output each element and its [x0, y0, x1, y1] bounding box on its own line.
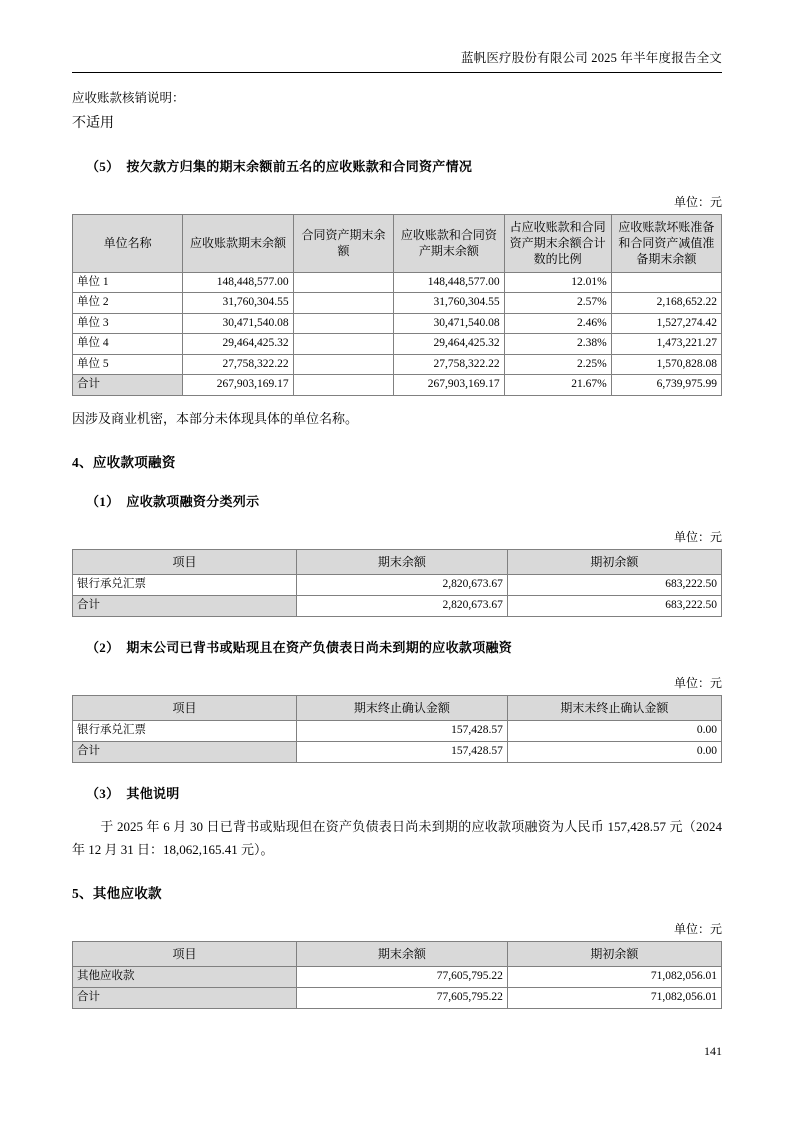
section-4-sub3-paragraph-text: 于 2025 年 6 月 30 日已背书或贴现但在资产负债表日尚未到期的应收款项融资为人民币 157,428.57 元（2024 年 12 月 31 日：18,062,165.41 元）。 [72, 819, 722, 857]
cell-unit-name: 单位 4 [73, 334, 183, 355]
ar-writeoff-value: 不适用 [72, 115, 114, 131]
cell-unit-name: 单位 3 [73, 313, 183, 334]
table-row [73, 575, 722, 596]
section-4-sub3-heading [72, 783, 722, 802]
cell-combined: 30,471,540.08 [394, 313, 504, 334]
cell-ratio: 2.25% [504, 354, 611, 375]
col-beginning-balance: 期初余额 [507, 549, 721, 574]
table-row [73, 721, 722, 742]
cell-ar-ending: 31,760,304.55 [183, 293, 293, 314]
cell-total-ending-balance: 77,605,795.22 [296, 987, 507, 1008]
cell-not-derecognized: 0.00 [507, 721, 721, 742]
section-5-title: 按欠款方归集的期末余额前五名的应收账款和合同资产情况 [126, 158, 473, 174]
cell-total-contract-asset [293, 375, 394, 396]
cell-provision: 1,527,274.42 [611, 313, 721, 334]
confidential-note: 因涉及商业机密，本部分未体现具体的单位名称。 [72, 411, 359, 427]
cell-contract-asset [293, 272, 394, 293]
cell-combined: 31,760,304.55 [394, 293, 504, 314]
endorsed-discounted-table [72, 695, 722, 763]
section-5-heading [72, 156, 722, 175]
cell-beginning-balance: 71,082,056.01 [507, 966, 721, 987]
table-header-row [73, 941, 722, 966]
table-header-row [73, 214, 722, 272]
top-five-receivables-table [72, 214, 722, 396]
col-ending-balance: 期末余额 [296, 941, 507, 966]
cell-combined: 29,464,425.32 [394, 334, 504, 355]
table-header-row [73, 549, 722, 574]
cell-contract-asset [293, 293, 394, 314]
col-derecognized-amount: 期末终止确认金额 [296, 696, 507, 721]
other-receivables-table [72, 941, 722, 1009]
cell-contract-asset [293, 334, 394, 355]
col-beginning-balance: 期初余额 [507, 941, 721, 966]
section-5b-heading: 5、其他应收款 [72, 885, 162, 901]
cell-ar-ending: 27,758,322.22 [183, 354, 293, 375]
cell-derecognized: 157,428.57 [296, 721, 507, 742]
unit-note-table3: 单位：元 [673, 676, 722, 691]
col-item: 项目 [73, 549, 297, 574]
cell-contract-asset [293, 354, 394, 375]
ar-writeoff-label: 应收账款核销说明： [72, 91, 185, 105]
unit-note-table4: 单位：元 [673, 921, 722, 936]
cell-unit-name: 单位 1 [73, 272, 183, 293]
cell-unit-name: 单位 2 [73, 293, 183, 314]
cell-total-not-derecognized: 0.00 [507, 742, 721, 763]
table-row [73, 966, 722, 987]
unit-note-table1: 单位：元 [673, 194, 722, 209]
cell-combined: 148,448,577.00 [394, 272, 504, 293]
cell-ratio: 2.38% [504, 334, 611, 355]
cell-combined: 27,758,322.22 [394, 354, 504, 375]
cell-total-label: 合计 [73, 596, 297, 617]
cell-total-provision: 6,739,975.99 [611, 375, 721, 396]
page-number: 141 [704, 1044, 722, 1058]
cell-ar-ending: 30,471,540.08 [183, 313, 293, 334]
col-ending-balance: 期末余额 [296, 549, 507, 574]
cell-total-label: 合计 [73, 987, 297, 1008]
cell-unit-name: 单位 5 [73, 354, 183, 375]
col-ar-ending: 应收账款期末余额 [183, 214, 293, 272]
cell-provision: 2,168,652.22 [611, 293, 721, 314]
section-4-sub3-index: （3） [86, 786, 120, 802]
cell-total-combined: 267,903,169.17 [394, 375, 504, 396]
receivables-financing-table [72, 549, 722, 617]
table-row [73, 293, 722, 314]
section-5-index: （5） [86, 158, 120, 174]
table-total-row [73, 987, 722, 1008]
section-4-sub1-title: 应收款项融资分类列示 [126, 493, 260, 509]
section-4-sub1-index: （1） [86, 493, 120, 509]
cell-ending-balance: 77,605,795.22 [296, 966, 507, 987]
cell-total-ending-balance: 2,820,673.67 [296, 596, 507, 617]
cell-contract-asset [293, 313, 394, 334]
cell-ending-balance: 2,820,673.67 [296, 575, 507, 596]
cell-beginning-balance: 683,222.50 [507, 575, 721, 596]
cell-ar-ending: 29,464,425.32 [183, 334, 293, 355]
section-4-sub2-heading [72, 637, 722, 656]
cell-provision [611, 272, 721, 293]
table-row [73, 334, 722, 355]
cell-item: 银行承兑汇票 [73, 721, 297, 742]
page-header-title: 蓝帆医疗股份有限公司 2025 年半年度报告全文 [460, 51, 722, 65]
table-row [73, 354, 722, 375]
cell-item: 其他应收款 [73, 966, 297, 987]
col-combined-ending: 应收账款和合同资产期末余额 [394, 214, 504, 272]
section-4-sub2-index: （2） [86, 640, 120, 656]
table-header-row [73, 696, 722, 721]
table-row [73, 313, 722, 334]
col-contract-asset-ending: 合同资产期末余额 [293, 214, 394, 272]
col-provision-ending: 应收账款坏账准备和合同资产减值准备期末余额 [611, 214, 721, 272]
cell-provision: 1,473,221.27 [611, 334, 721, 355]
table-total-row [73, 596, 722, 617]
cell-item: 银行承兑汇票 [73, 575, 297, 596]
unit-note-table2: 单位：元 [673, 529, 722, 544]
cell-total-ratio: 21.67% [504, 375, 611, 396]
table-total-row [73, 375, 722, 396]
cell-total-beginning-balance: 683,222.50 [507, 596, 721, 617]
col-unit-name: 单位名称 [73, 214, 183, 272]
table-total-row [73, 742, 722, 763]
cell-ar-ending: 148,448,577.00 [183, 272, 293, 293]
cell-provision: 1,570,828.08 [611, 354, 721, 375]
section-4-sub1-heading [72, 491, 722, 510]
cell-total-derecognized: 157,428.57 [296, 742, 507, 763]
cell-total-beginning-balance: 71,082,056.01 [507, 987, 721, 1008]
cell-ratio: 12.01% [504, 272, 611, 293]
page-header [72, 0, 722, 66]
col-item: 项目 [73, 941, 297, 966]
section-4-sub2-title: 期末公司已背书或贴现且在资产负债表日尚未到期的应收款项融资 [126, 640, 513, 656]
table-row [73, 272, 722, 293]
section-4-sub3-paragraph [72, 816, 722, 862]
cell-total-label: 合计 [73, 375, 183, 396]
cell-total-ar-ending: 267,903,169.17 [183, 375, 293, 396]
col-item: 项目 [73, 696, 297, 721]
col-ratio: 占应收账款和合同资产期末余额合计数的比例 [504, 214, 611, 272]
cell-ratio: 2.46% [504, 313, 611, 334]
cell-total-label: 合计 [73, 742, 297, 763]
section-4-sub3-title: 其他说明 [126, 786, 180, 802]
col-not-derecognized-amount: 期末未终止确认金额 [507, 696, 721, 721]
section-4-heading: 4、应收款项融资 [72, 454, 176, 470]
cell-ratio: 2.57% [504, 293, 611, 314]
